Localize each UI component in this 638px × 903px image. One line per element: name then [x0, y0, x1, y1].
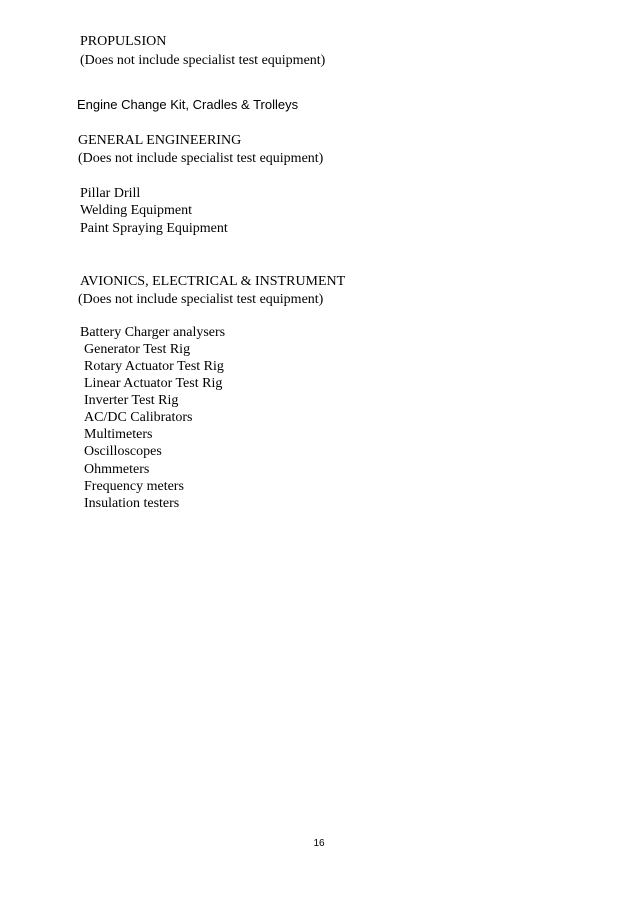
general-engineering-note: (Does not include specialist test equipment) [78, 151, 324, 166]
avionics-item: Insulation testers [84, 496, 180, 511]
avionics-item: Inverter Test Rig [84, 393, 179, 408]
avionics-item: Multimeters [84, 427, 153, 442]
page-number: 16 [313, 838, 325, 849]
avionics-item: Oscilloscopes [84, 444, 162, 459]
general-engineering-item: Welding Equipment [80, 203, 193, 218]
avionics-heading: AVIONICS, ELECTRICAL & INSTRUMENT [80, 274, 346, 289]
general-engineering-item: Paint Spraying Equipment [80, 221, 228, 236]
avionics-note: (Does not include specialist test equipment) [78, 292, 324, 307]
avionics-item: Frequency meters [84, 479, 184, 494]
propulsion-note: (Does not include specialist test equipment) [80, 53, 326, 68]
general-engineering-item: Pillar Drill [80, 186, 141, 201]
avionics-item: Rotary Actuator Test Rig [84, 359, 224, 374]
propulsion-heading: PROPULSION [80, 34, 167, 49]
avionics-item: AC/DC Calibrators [84, 410, 193, 425]
avionics-item: Generator Test Rig [84, 342, 191, 357]
engine-change-heading: Engine Change Kit, Cradles & Trolleys [77, 97, 299, 112]
avionics-item: Ohmmeters [84, 462, 150, 477]
avionics-item: Battery Charger analysers [80, 325, 226, 340]
general-engineering-heading: GENERAL ENGINEERING [78, 133, 242, 148]
avionics-item: Linear Actuator Test Rig [84, 376, 223, 391]
